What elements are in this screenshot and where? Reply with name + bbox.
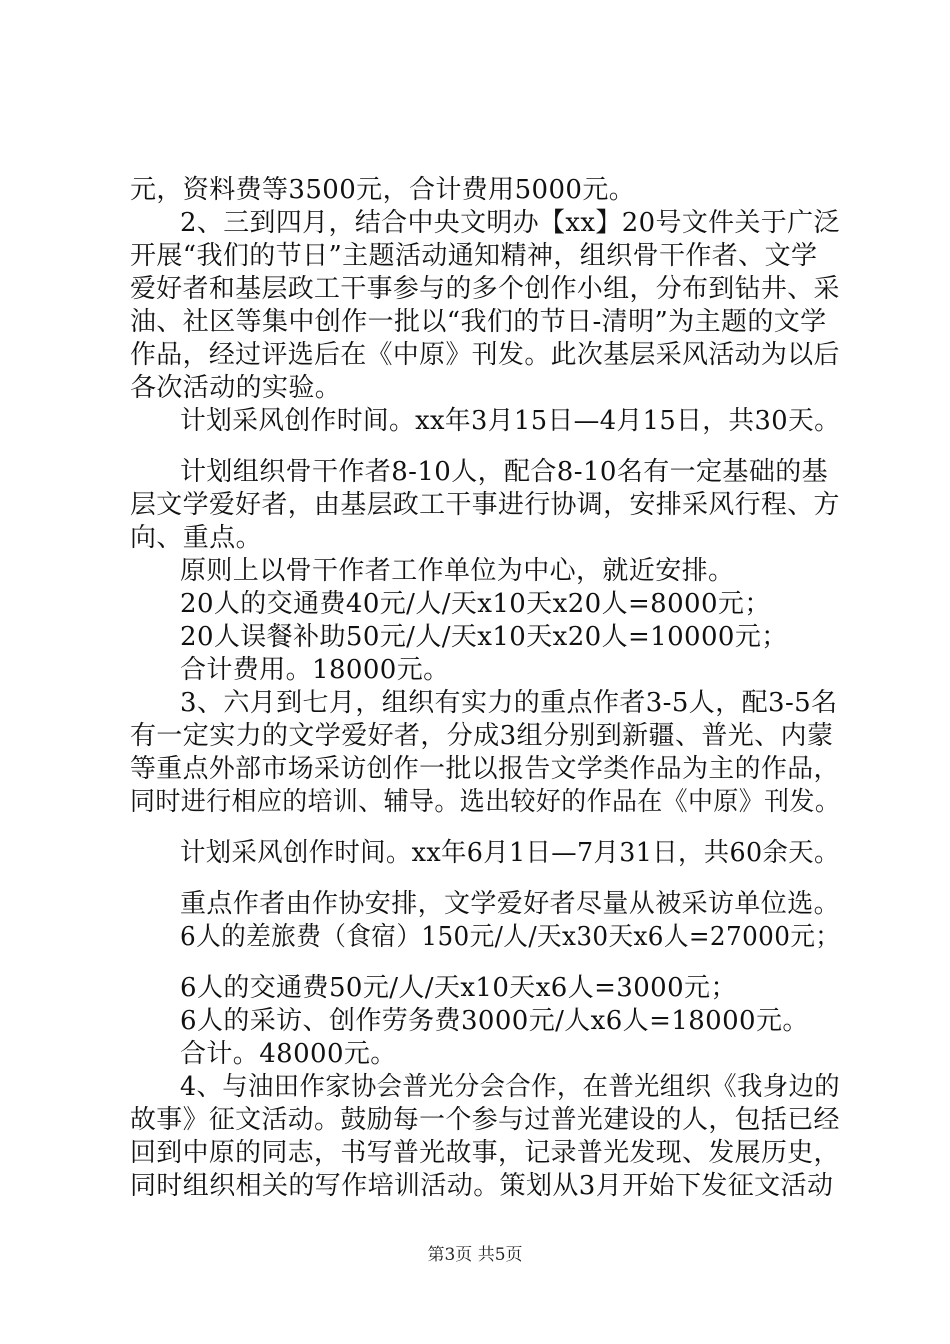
text-line: 计划采风创作时间。xx年3月15日—4月15日，共30天。	[180, 406, 841, 436]
page-number-footer: 第3页 共5页	[427, 1245, 523, 1265]
text-line: 原则上以骨干作者工作单位为中心，就近安排。	[180, 556, 735, 586]
text-line: 同时组织相关的写作培训活动。策划从3月开始下发征文活动	[130, 1171, 834, 1201]
text-line: 合计费用。18000元。	[180, 655, 450, 685]
text-line: 层文学爱好者，由基层政工干事进行协调，安排采风行程、方	[130, 490, 840, 520]
text-line: 爱好者和基层政工干事参与的多个创作小组，分布到钻井、采	[130, 274, 840, 304]
text-line: 重点作者由作协安排，文学爱好者尽量从被采访单位选。	[180, 889, 841, 919]
text-line: 6人的采访、创作劳务费3000元/人x6人=18000元。	[180, 1006, 809, 1036]
text-line: 等重点外部市场采访创作一批以报告文学类作品为主的作品，	[130, 754, 840, 784]
text-line: 2、三到四月，结合中央文明办【xx】20号文件关于广泛	[180, 208, 840, 238]
text-line: 向、重点。	[130, 523, 263, 553]
text-line: 20人的交通费40元/人/天x10天x20人=8000元；	[180, 589, 771, 619]
text-line: 20人误餐补助50元/人/天x10天x20人=10000元；	[180, 622, 788, 652]
text-line: 有一定实力的文学爱好者，分成3组分别到新疆、普光、内蒙	[130, 721, 834, 751]
text-line: 计划组织骨干作者8-10人，配合8-10名有一定基础的基	[180, 457, 829, 487]
text-line: 各次活动的实验。	[130, 373, 342, 403]
text-line: 合计。48000元。	[180, 1039, 397, 1069]
text-line: 开展“我们的节日”主题活动通知精神，组织骨干作者、文学	[130, 241, 818, 271]
text-line: 作品，经过评选后在《中原》刊发。此次基层采风活动为以后	[130, 340, 840, 370]
text-line: 故事》征文活动。鼓励每一个参与过普光建设的人，包括已经	[130, 1105, 840, 1135]
text-line: 同时进行相应的培训、辅导。选出较好的作品在《中原》刊发。	[130, 787, 841, 817]
text-line: 6人的差旅费（食宿）150元/人/天x30天x6人=27000元；	[180, 922, 841, 952]
text-line: 回到中原的同志，书写普光故事，记录普光发现、发展历史，	[130, 1138, 840, 1168]
text-line: 元，资料费等3500元，合计费用5000元。	[130, 175, 636, 205]
text-line: 6人的交通费50元/人/天x10天x6人=3000元；	[180, 973, 737, 1003]
text-line: 油、社区等集中创作一批以“我们的节日-清明”为主题的文学	[130, 307, 827, 337]
text-line: 计划采风创作时间。xx年6月1日—7月31日，共60余天。	[180, 838, 840, 868]
text-line: 3、六月到七月，组织有实力的重点作者3-5人，配3-5名	[180, 688, 838, 718]
text-line: 4、与油田作家协会普光分会合作，在普光组织《我身边的	[180, 1072, 840, 1102]
